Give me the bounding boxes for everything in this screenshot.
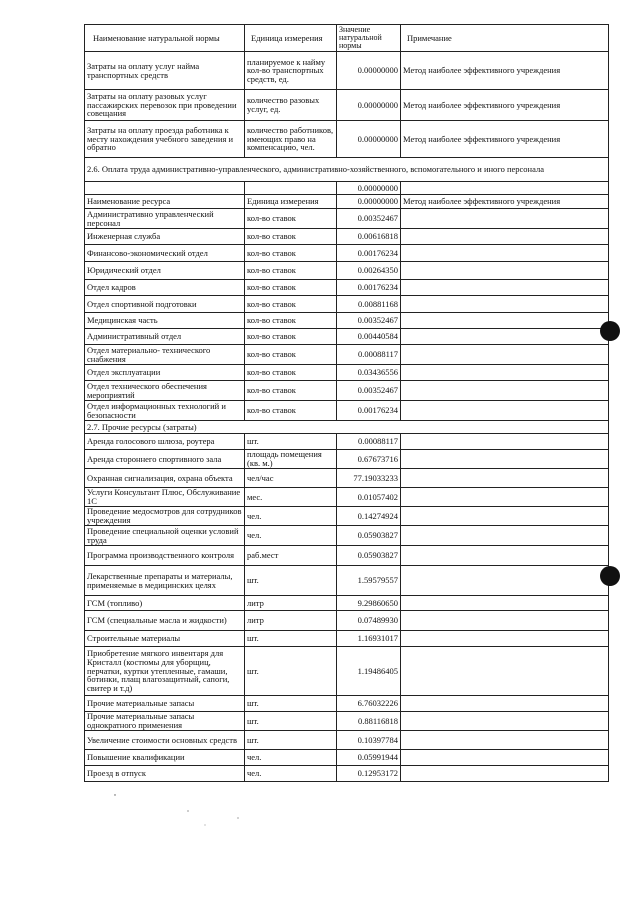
row-note bbox=[401, 329, 609, 345]
row-unit: кол-во ставок bbox=[245, 345, 337, 365]
row-name: Отдел кадров bbox=[85, 280, 245, 296]
row-unit: чел. bbox=[245, 526, 337, 546]
row-name: Прочие материальные запасы однократного применения bbox=[85, 712, 245, 731]
header-name: Наименование натуральной нормы bbox=[85, 25, 245, 52]
table-row bbox=[85, 245, 609, 262]
row-value: 0.00000000 bbox=[337, 52, 401, 90]
row-value: 0.12953172 bbox=[337, 766, 401, 782]
row-unit: кол-во ставок bbox=[245, 209, 337, 229]
row-unit: шт. bbox=[245, 566, 337, 596]
row-note bbox=[401, 750, 609, 766]
row-value: 0.05991944 bbox=[337, 750, 401, 766]
row-unit: кол-во ставок bbox=[245, 401, 337, 421]
table-row bbox=[85, 488, 609, 507]
table-row bbox=[85, 546, 609, 566]
row-note bbox=[401, 712, 609, 731]
norms-table bbox=[84, 24, 609, 782]
row-name: Затраты на оплату разовых услуг пассажирских перевозок при проведении совещания bbox=[85, 90, 245, 121]
section-heading-row bbox=[85, 158, 609, 182]
table-row bbox=[85, 381, 609, 401]
row-name: Аренда голосового шлюза, роутера bbox=[85, 434, 245, 450]
row-name: Отдел спортивной подготовки bbox=[85, 296, 245, 313]
row-unit: планируемое к найму кол-во транспортных средств, ед. bbox=[245, 52, 337, 90]
row-unit: шт. bbox=[245, 647, 337, 696]
table-row bbox=[85, 696, 609, 712]
row-name: Административно управленческий персонал bbox=[85, 209, 245, 229]
table-row bbox=[85, 507, 609, 526]
table-row bbox=[85, 345, 609, 365]
row-note bbox=[401, 526, 609, 546]
row-value: 6.76032226 bbox=[337, 696, 401, 712]
row-name: Медицинская часть bbox=[85, 313, 245, 329]
row-note: Метод наиболее эффективного учреждения bbox=[401, 52, 609, 90]
row-note bbox=[401, 766, 609, 782]
row-value: 0.00352467 bbox=[337, 313, 401, 329]
table-row bbox=[85, 90, 609, 121]
row-unit: шт. bbox=[245, 731, 337, 750]
table-row bbox=[85, 121, 609, 158]
resource-header-row bbox=[85, 195, 609, 209]
row-value: 0.00616818 bbox=[337, 229, 401, 245]
row-note bbox=[401, 469, 609, 488]
row-note bbox=[401, 345, 609, 365]
row-name: Отдел информационных технологий и безопасности bbox=[85, 401, 245, 421]
row-name: Затраты на оплату услуг найма транспортных средств bbox=[85, 52, 245, 90]
row-unit bbox=[245, 182, 337, 195]
row-value: 0.00352467 bbox=[337, 381, 401, 401]
row-note: Метод наиболее эффективного учреждения bbox=[401, 90, 609, 121]
row-unit: количество работников, имеющих право на компенсацию, чел. bbox=[245, 121, 337, 158]
row-name: Услуги Консультант Плюс, Обслуживание 1С bbox=[85, 488, 245, 507]
row-value: 0.05903827 bbox=[337, 546, 401, 566]
row-value: 0.00881168 bbox=[337, 296, 401, 313]
resource-header-note: Метод наиболее эффективного учреждения bbox=[401, 195, 609, 209]
row-name: Проведение медосмотров для сотрудников учреждения bbox=[85, 507, 245, 526]
table-row bbox=[85, 329, 609, 345]
row-name: Аренда стороннего спортивного зала bbox=[85, 450, 245, 469]
row-value: 1.59579557 bbox=[337, 566, 401, 596]
row-value: 0.00176234 bbox=[337, 280, 401, 296]
row-name: ГСМ (топливо) bbox=[85, 596, 245, 611]
row-value: 0.00352467 bbox=[337, 209, 401, 229]
row-value: 0.01057402 bbox=[337, 488, 401, 507]
row-unit: количество разовых услуг, ед. bbox=[245, 90, 337, 121]
table-row bbox=[85, 596, 609, 611]
row-note bbox=[401, 401, 609, 421]
row-unit: шт. bbox=[245, 712, 337, 731]
table-row bbox=[85, 296, 609, 313]
table-row bbox=[85, 631, 609, 647]
row-value: 0.05903827 bbox=[337, 526, 401, 546]
resource-header-name: Наименование ресурса bbox=[85, 195, 245, 209]
table-row bbox=[85, 229, 609, 245]
row-name: Программа производственного контроля bbox=[85, 546, 245, 566]
table-row bbox=[85, 731, 609, 750]
row-value: 0.00176234 bbox=[337, 245, 401, 262]
row-unit: шт. bbox=[245, 434, 337, 450]
row-note bbox=[401, 434, 609, 450]
row-note bbox=[401, 209, 609, 229]
resource-header-unit: Единица измерения bbox=[245, 195, 337, 209]
table-header-row bbox=[85, 25, 609, 52]
row-name: Отдел технического обеспечения мероприятий bbox=[85, 381, 245, 401]
row-name: Инженерная служба bbox=[85, 229, 245, 245]
row-unit: кол-во ставок bbox=[245, 245, 337, 262]
row-value: 0.14274924 bbox=[337, 507, 401, 526]
row-note bbox=[401, 381, 609, 401]
row-value: 77.19033233 bbox=[337, 469, 401, 488]
row-name: Лекарственные препараты и материалы, применяемые в медицинских целях bbox=[85, 566, 245, 596]
row-note bbox=[401, 488, 609, 507]
row-note bbox=[401, 229, 609, 245]
row-note bbox=[401, 365, 609, 381]
table-row bbox=[85, 182, 609, 195]
row-name: Охранная сигнализация, охрана объекта bbox=[85, 469, 245, 488]
row-unit: кол-во ставок bbox=[245, 381, 337, 401]
row-note bbox=[401, 280, 609, 296]
row-value: 0.88116818 bbox=[337, 712, 401, 731]
table-row bbox=[85, 262, 609, 280]
row-note bbox=[401, 566, 609, 596]
row-note bbox=[401, 450, 609, 469]
row-value: 0.00000000 bbox=[337, 90, 401, 121]
row-unit: чел. bbox=[245, 750, 337, 766]
punch-hole bbox=[600, 566, 620, 586]
row-unit: литр bbox=[245, 611, 337, 631]
section-heading-row bbox=[85, 421, 609, 434]
row-unit: кол-во ставок bbox=[245, 313, 337, 329]
table-row bbox=[85, 434, 609, 450]
row-note bbox=[401, 696, 609, 712]
row-value: 0.00088117 bbox=[337, 434, 401, 450]
row-value: 0.00088117 bbox=[337, 345, 401, 365]
row-unit: кол-во ставок bbox=[245, 262, 337, 280]
row-value: 0.00000000 bbox=[337, 121, 401, 158]
row-note bbox=[401, 313, 609, 329]
row-name: Проведение специальной оценки условий труда bbox=[85, 526, 245, 546]
row-unit: шт. bbox=[245, 631, 337, 647]
header-unit: Единица измерения bbox=[245, 25, 337, 52]
row-unit: кол-во ставок bbox=[245, 229, 337, 245]
row-name: Увеличение стоимости основных средств bbox=[85, 731, 245, 750]
table-row bbox=[85, 611, 609, 631]
row-unit: кол-во ставок bbox=[245, 280, 337, 296]
row-name: Юридический отдел bbox=[85, 262, 245, 280]
table-row bbox=[85, 365, 609, 381]
row-value: 0.10397784 bbox=[337, 731, 401, 750]
row-name: Повышение квалификации bbox=[85, 750, 245, 766]
table-row bbox=[85, 280, 609, 296]
table-row bbox=[85, 401, 609, 421]
row-name: Прочие материальные запасы bbox=[85, 696, 245, 712]
row-unit: раб.мест bbox=[245, 546, 337, 566]
row-unit: чел/час bbox=[245, 469, 337, 488]
row-name: Административный отдел bbox=[85, 329, 245, 345]
table-row bbox=[85, 750, 609, 766]
row-value: 9.29860650 bbox=[337, 596, 401, 611]
row-unit: литр bbox=[245, 596, 337, 611]
row-value: 0.07489930 bbox=[337, 611, 401, 631]
row-value: 0.00000000 bbox=[337, 182, 401, 195]
row-unit: кол-во ставок bbox=[245, 365, 337, 381]
table-row bbox=[85, 712, 609, 731]
section-26-title: 2.6. Оплата труда административно-управленческого, административно-хозяйственного, вспомогательного и иного персонала bbox=[85, 158, 609, 182]
row-note bbox=[401, 507, 609, 526]
row-name: ГСМ (специальные масла и жидкости) bbox=[85, 611, 245, 631]
table-row bbox=[85, 566, 609, 596]
section-27-title: 2.7. Прочие ресурсы (затраты) bbox=[85, 421, 609, 434]
resource-header-value: 0.00000000 bbox=[337, 195, 401, 209]
row-value: 1.16931017 bbox=[337, 631, 401, 647]
row-unit: кол-во ставок bbox=[245, 329, 337, 345]
row-note bbox=[401, 611, 609, 631]
row-value: 0.67673716 bbox=[337, 450, 401, 469]
table-row bbox=[85, 647, 609, 696]
table-row bbox=[85, 52, 609, 90]
row-name: Отдел материально- технического снабжения bbox=[85, 345, 245, 365]
row-note bbox=[401, 546, 609, 566]
row-unit: чел. bbox=[245, 766, 337, 782]
header-value: Значение натуральной нормы bbox=[337, 25, 401, 52]
row-name: Проезд в отпуск bbox=[85, 766, 245, 782]
row-note bbox=[401, 245, 609, 262]
row-note bbox=[401, 596, 609, 611]
row-unit: мес. bbox=[245, 488, 337, 507]
row-note bbox=[401, 296, 609, 313]
row-value: 0.03436556 bbox=[337, 365, 401, 381]
table-row bbox=[85, 526, 609, 546]
row-value: 0.00176234 bbox=[337, 401, 401, 421]
row-name: Приобретение мягкого инвентаря для Кристалл (костюмы для уборщиц, перчатки, куртки утепленные, гамаши, ботинки, плащ влагозащитный, сапоги, свитер и т.д) bbox=[85, 647, 245, 696]
row-note bbox=[401, 182, 609, 195]
table-row bbox=[85, 313, 609, 329]
row-note bbox=[401, 731, 609, 750]
header-note: Примечание bbox=[401, 25, 609, 52]
row-name: Отдел эксплуатации bbox=[85, 365, 245, 381]
row-name: Финансово-экономический отдел bbox=[85, 245, 245, 262]
table-row bbox=[85, 450, 609, 469]
row-name: Строительные материалы bbox=[85, 631, 245, 647]
table-row bbox=[85, 766, 609, 782]
row-value: 1.19486405 bbox=[337, 647, 401, 696]
table-row bbox=[85, 209, 609, 229]
row-value: 0.00440584 bbox=[337, 329, 401, 345]
row-unit: чел. bbox=[245, 507, 337, 526]
row-name: Затраты на оплату проезда работника к месту нахождения учебного заведения и обратно bbox=[85, 121, 245, 158]
row-note bbox=[401, 262, 609, 280]
table-row bbox=[85, 469, 609, 488]
row-unit: шт. bbox=[245, 696, 337, 712]
row-note bbox=[401, 647, 609, 696]
row-unit: кол-во ставок bbox=[245, 296, 337, 313]
row-value: 0.00264350 bbox=[337, 262, 401, 280]
row-name bbox=[85, 182, 245, 195]
row-note bbox=[401, 631, 609, 647]
punch-hole bbox=[600, 321, 620, 341]
row-note: Метод наиболее эффективного учреждения bbox=[401, 121, 609, 158]
row-unit: площадь помещения (кв. м.) bbox=[245, 450, 337, 469]
